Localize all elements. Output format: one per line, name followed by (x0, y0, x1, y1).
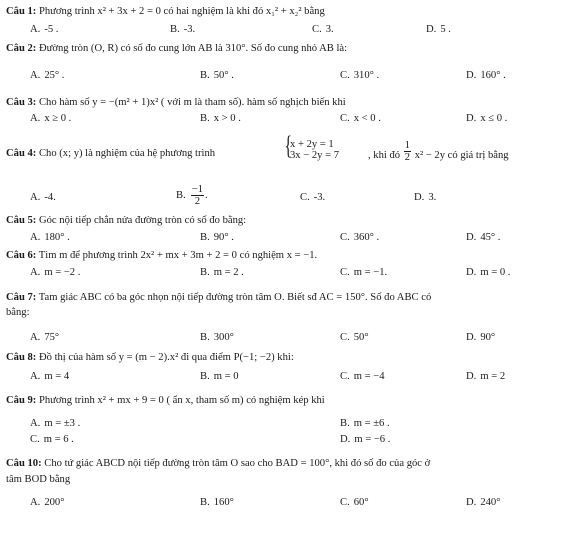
option-c: C. m = 6 . (30, 434, 74, 445)
question-7 (6, 292, 431, 303)
option-d: D. 5 . (426, 24, 451, 35)
option-b: B. 300° (200, 332, 234, 343)
option-d: D. 45° . (466, 232, 501, 243)
option-b: B. m = ±6 . (340, 418, 390, 429)
option-a: A. 75° (30, 332, 60, 343)
question-label: Câu 4: (6, 148, 37, 159)
question-10-cont: tâm BOD bằng (6, 474, 71, 485)
option-a: A. m = ±3 . (30, 418, 81, 429)
question-text: Cho (x; y) là nghiệm của hệ phương trình (38, 148, 216, 159)
brace-symbol: { (284, 131, 292, 160)
option-c: C. 310° . (340, 70, 380, 81)
question-5 (6, 215, 246, 226)
option-a: A. -4. (30, 192, 56, 203)
question-label: Câu 9: (6, 395, 37, 406)
equation-line-2: 3x − 2y = 7 (290, 150, 340, 161)
question-label: Câu 6: (6, 250, 37, 261)
question-text: Phương trình x² + mx + 9 = 0 ( ẩn x, tham số m) có nghiệm kép khi (38, 395, 325, 406)
fraction-neg-half: $\frac{-1}{2}$ (191, 184, 203, 207)
option-c: C. -3. (300, 192, 326, 203)
question-text: Đường tròn (O, R) có số đo cung lớn AB là 310°. Số đo cung nhỏ AB là: (38, 43, 348, 54)
question-text: Cho tứ giác ABCD nội tiếp đường tròn tâm O sao cho BAD = 100°, khi đó số đo của góc ở (44, 458, 431, 469)
option-d: D. x ≤ 0 . (466, 113, 508, 124)
fraction-half: $\frac{1}{2}$ (404, 140, 411, 163)
option-a: A. -5 . (30, 24, 59, 35)
option-a: A. 200° (30, 497, 65, 508)
question-text: Phương trình x² + 3x + 2 = 0 có hai nghiệm là khi đó x₁² + x₂² bằng (38, 6, 325, 17)
option-a: A. m = 4 (30, 371, 70, 382)
option-d: D. 240° (466, 497, 501, 508)
question-label: Câu 3: (6, 97, 37, 108)
question-text: Đồ thị của hàm số y = (m − 2).x² đi qua điểm P(−1; −2) khi: (38, 352, 294, 363)
option-a: A. 25° . (30, 70, 65, 81)
option-c: C. 50° (340, 332, 369, 343)
option-b: B. 50° . (200, 70, 234, 81)
question-2 (6, 43, 347, 54)
question-4-tail: , khi đó $\frac{1}{2}$ x² − 2y có giá trị bằng (368, 140, 509, 163)
question-10 (6, 458, 430, 469)
option-b: B. x > 0 . (200, 113, 241, 124)
question-text: Cho hàm số y = −(m² + 1)x² ( với m là tham số). hàm số nghịch biến khi (38, 97, 346, 108)
option-b: B. m = 2 . (200, 267, 244, 278)
option-c: C. m = −1. (340, 267, 388, 278)
question-7-cont: bằng: (6, 307, 30, 318)
question-label: Câu 2: (6, 43, 37, 54)
option-b: B. 90° . (200, 232, 234, 243)
option-c: C. 360° . (340, 232, 380, 243)
question-label: Câu 1: (6, 6, 37, 17)
equation-system (284, 131, 340, 161)
question-label: Câu 7: (6, 292, 37, 303)
option-a: A. m = −2 . (30, 267, 81, 278)
option-c: C. 60° (340, 497, 369, 508)
option-d: D. m = 0 . (466, 267, 511, 278)
question-label: Câu 5: (6, 215, 37, 226)
question-6 (6, 250, 317, 261)
question-text: Góc nội tiếp chắn nửa đường tròn có số đo bằng: (38, 215, 247, 226)
option-b: B. $\frac{-1}{2}$ . (176, 184, 208, 207)
option-a: A. x ≥ 0 . (30, 113, 72, 124)
option-d: D. m = −6 . (340, 434, 391, 445)
option-d: D. 3. (414, 192, 437, 203)
option-d: D. 160° . (466, 70, 506, 81)
option-a: A. 180° . (30, 232, 70, 243)
question-8 (6, 352, 294, 363)
option-c: C. m = −4 (340, 371, 385, 382)
question-3 (6, 97, 346, 108)
option-d: D. 90° (466, 332, 496, 343)
question-1 (6, 6, 325, 17)
question-4 (6, 148, 215, 159)
option-c: C. x < 0 . (340, 113, 381, 124)
question-9 (6, 395, 325, 406)
question-label: Câu 10: (6, 458, 42, 469)
option-c: C. 3. (312, 24, 334, 35)
option-d: D. m = 2 (466, 371, 506, 382)
option-b: B. 160° (200, 497, 234, 508)
equation-line-1: x + 2y = 1 (290, 139, 334, 150)
option-b: B. m = 0 (200, 371, 239, 382)
question-text: Tam giác ABC có ba góc nhọn nội tiếp đường tròn tâm O. Biết sđ AC = 150°. Số đo ABC có (38, 292, 432, 303)
question-label: Câu 8: (6, 352, 37, 363)
option-b: B. -3. (170, 24, 196, 35)
question-text: Tìm m để phương trình 2x² + mx + 3m + 2 = 0 có nghiệm x = −1. (38, 250, 318, 261)
